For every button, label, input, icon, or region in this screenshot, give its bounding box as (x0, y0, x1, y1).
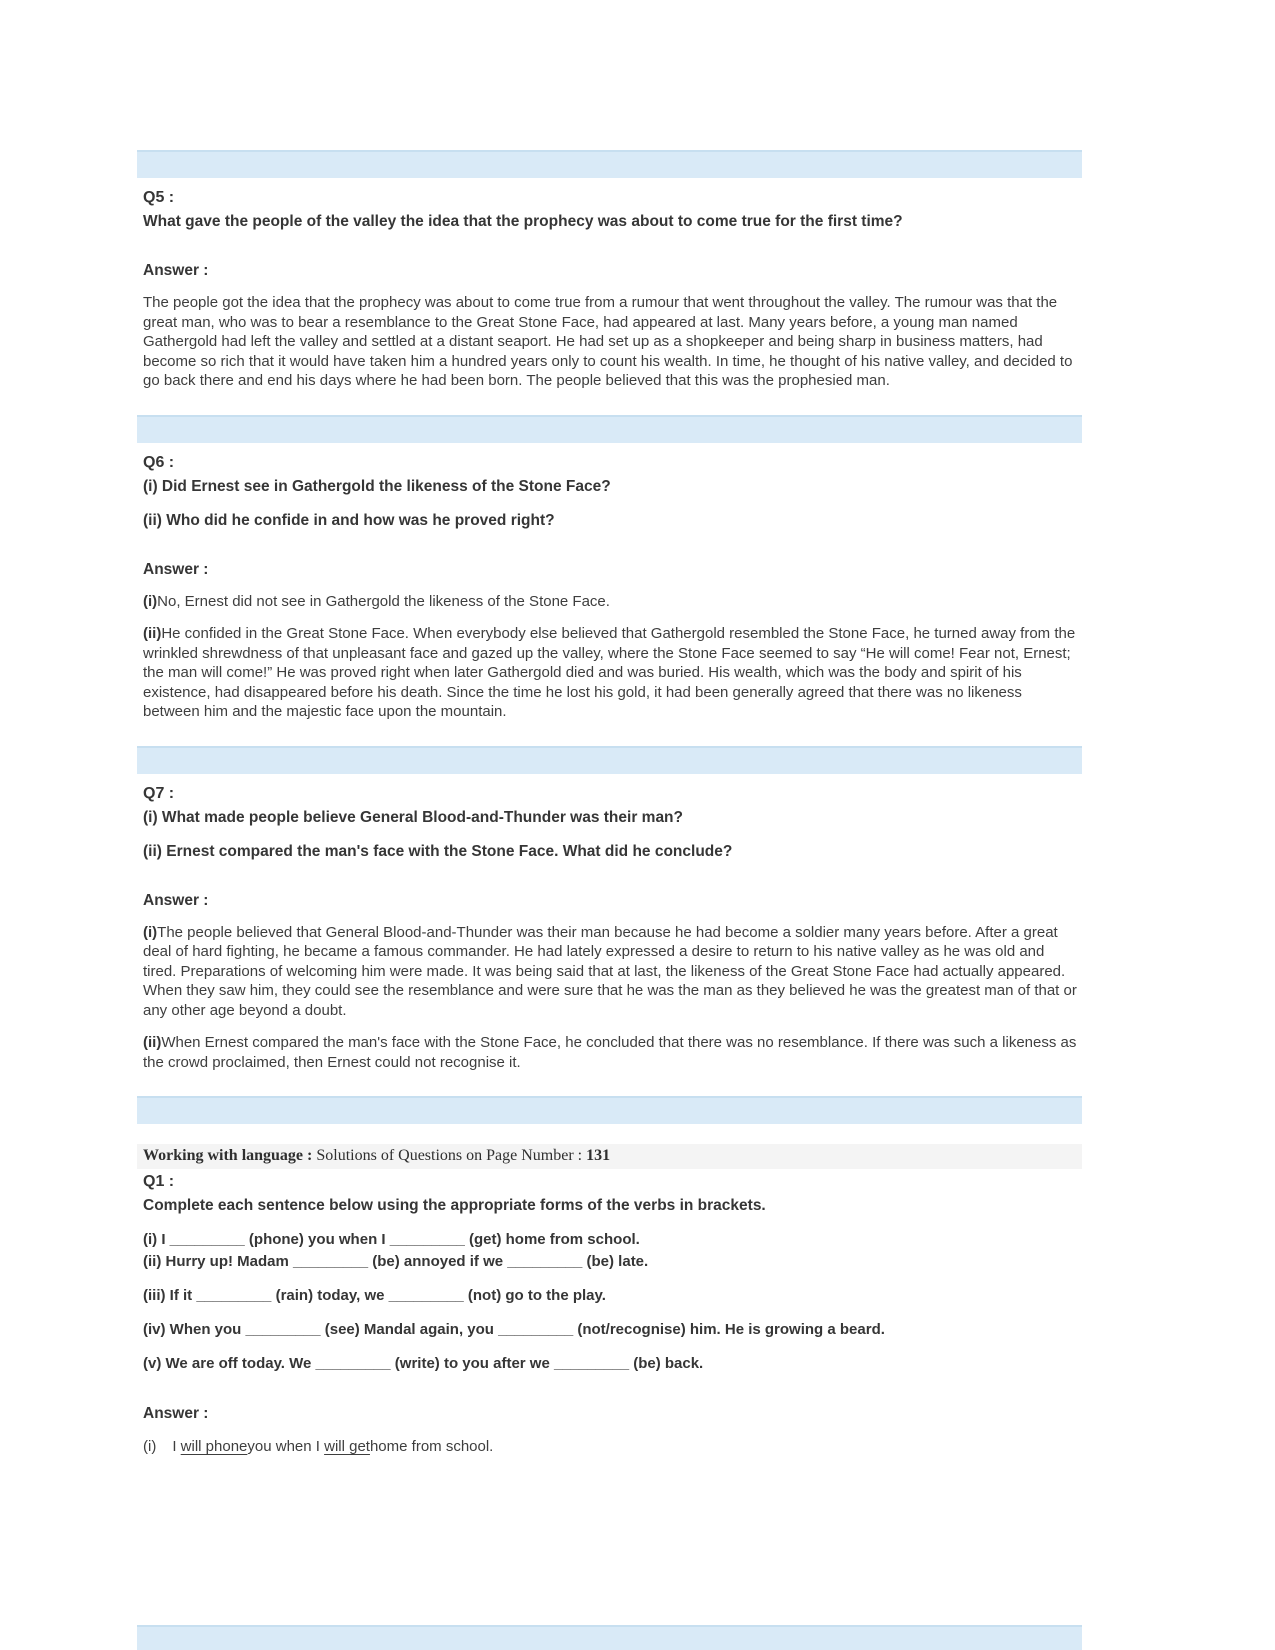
answer-text-q7-ii: When Ernest compared the man's face with the Stone Face, he concluded that there was no resemblance. If there was such a likeness as the crowd proclaimed, then Ernest could not recognise it. (143, 1034, 1077, 1071)
working-subtitle: Solutions of Questions on Page Number : (312, 1147, 587, 1164)
section-divider-bar-bottom (137, 1625, 1082, 1650)
answer-paragraph-q6-i (143, 592, 1080, 612)
fill-in-item-iii: (iii) If it _________ (rain) today, we _________ (not) go to the play. (143, 1287, 606, 1304)
answer-label-q6: Answer : (143, 560, 209, 578)
section-q1 (137, 1171, 1082, 1457)
section-q6 (137, 452, 1082, 722)
answer-label-q1: Answer : (143, 1405, 209, 1422)
question-label-q5: Q5 : (143, 189, 175, 206)
question-label-q7: Q7 : (143, 784, 175, 802)
answer-paragraph-q6-ii (143, 624, 1080, 722)
question-text-q7-ii: (ii) Ernest compared the man's face with the Stone Face. What did he conclude? (143, 842, 733, 860)
answer-paragraph-q7-i (143, 923, 1080, 1021)
answer-text-q7-i: The people believed that General Blood-and-Thunder was their man because he had become a soldier many years before. After a great deal of hard fighting, he became a famous commander. He had lately expressed a desire to return to his native valley as he was old and tired. Preparations of welcoming him were made. It was being said that at last, the likeness of the Great Stone Face had actually appeared. When they saw him, they could see the resemblance and were sure that he was the man as they believed he was the greatest man of that or any other age beyond a doubt. (143, 923, 1077, 1019)
answer-text: home from school. (369, 1438, 494, 1455)
fill-in-item-iv: (iv) When you _________ (see) Mandal again, you _________ (not/recognise) him. He is growing a beard. (143, 1321, 885, 1338)
question-text-q7-i: (i) What made people believe General Blood-and-Thunder was their man? (143, 808, 683, 826)
section-divider-bar (137, 746, 1082, 774)
section-divider-bar (137, 150, 1082, 178)
answer-label-q7: Answer : (143, 891, 209, 909)
question-text-q6-i: (i) Did Ernest see in Gathergold the likeness of the Stone Face? (143, 477, 611, 495)
answer-label-q5: Answer : (143, 262, 209, 279)
question-text-q5: What gave the people of the valley the idea that the prophecy was about to come true for the first time? (143, 213, 903, 230)
question-instruction-q1: Complete each sentence below using the appropriate forms of the verbs in brackets. (143, 1197, 766, 1214)
section-divider-bar (137, 1096, 1082, 1124)
answer-number-ii: (ii) (143, 1034, 162, 1051)
answer-text: you when I (247, 1438, 325, 1455)
answer-number-i: (i) (143, 923, 158, 941)
answer-text: I (172, 1438, 181, 1455)
answer-number-ii: (ii) (143, 625, 162, 642)
answer-underlined-will-get: will get (324, 1438, 370, 1455)
fill-in-items-group (143, 1229, 1080, 1273)
answer-underlined-will-phone: will phone (180, 1438, 248, 1455)
section-q7 (137, 783, 1082, 1073)
section-q5 (137, 187, 1082, 391)
fill-in-item-ii: (ii) Hurry up! Madam _________ (be) annoyed if we _________ (be) late. (143, 1253, 649, 1270)
working-page-number: 131 (586, 1147, 611, 1164)
question-label-q1: Q1 : (143, 1173, 175, 1190)
fill-in-item-v: (v) We are off today. We _________ (write) to you after we _________ (be) back. (143, 1355, 704, 1372)
working-title: Working with language : (143, 1147, 313, 1164)
answer-paragraph-q5: The people got the idea that the prophecy was about to come true from a rumour that went throughout the valley. The rumour was that the great man, who was to bear a resemblance to the Great Stone Face, had appeared at last. Many years before, a young man named Gathergold had left the valley and settled at a distant seaport. He had set up as a shopkeeper and being sharp in business matters, had become so rich that it would have taken him a hundred years only to count his wealth. In time, he thought of his native valley, and decided to go back there and end his days where he had been born. The people believed that this was the prophesied man. (143, 294, 1073, 389)
question-text-q6-ii: (ii) Who did he confide in and how was he proved right? (143, 511, 555, 529)
working-with-language-header (137, 1144, 1082, 1169)
answer-number-i: (i) (143, 1438, 157, 1455)
question-label-q6: Q6 : (143, 453, 175, 471)
answer-text-q6-ii: He confided in the Great Stone Face. When everybody else believed that Gathergold resembled the Stone Face, he turned away from the wrinkled shrewdness of that unpleasant face and gazed up the valley, where the Stone Face seemed to say “He will come! Fear not, Ernest; the man will come!” He was proved right when later Gathergold died and was buried. His wealth, which was the body and spirit of his existence, had disappeared before his death. Since the time he lost his gold, it had been generally agreed that there was no likeness between him and the majestic face upon the mountain. (143, 625, 1076, 720)
answer-number-i: (i) (143, 592, 158, 610)
answer-text-q6-i: No, Ernest did not see in Gathergold the likeness of the Stone Face. (157, 592, 610, 610)
answer-line-q1-i (143, 1437, 1080, 1457)
document-content (137, 150, 1082, 1457)
section-divider-bar (137, 415, 1082, 443)
fill-in-item-i: (i) I _________ (phone) you when I _________ (get) home from school. (143, 1231, 640, 1248)
answer-paragraph-q7-ii (143, 1033, 1080, 1072)
